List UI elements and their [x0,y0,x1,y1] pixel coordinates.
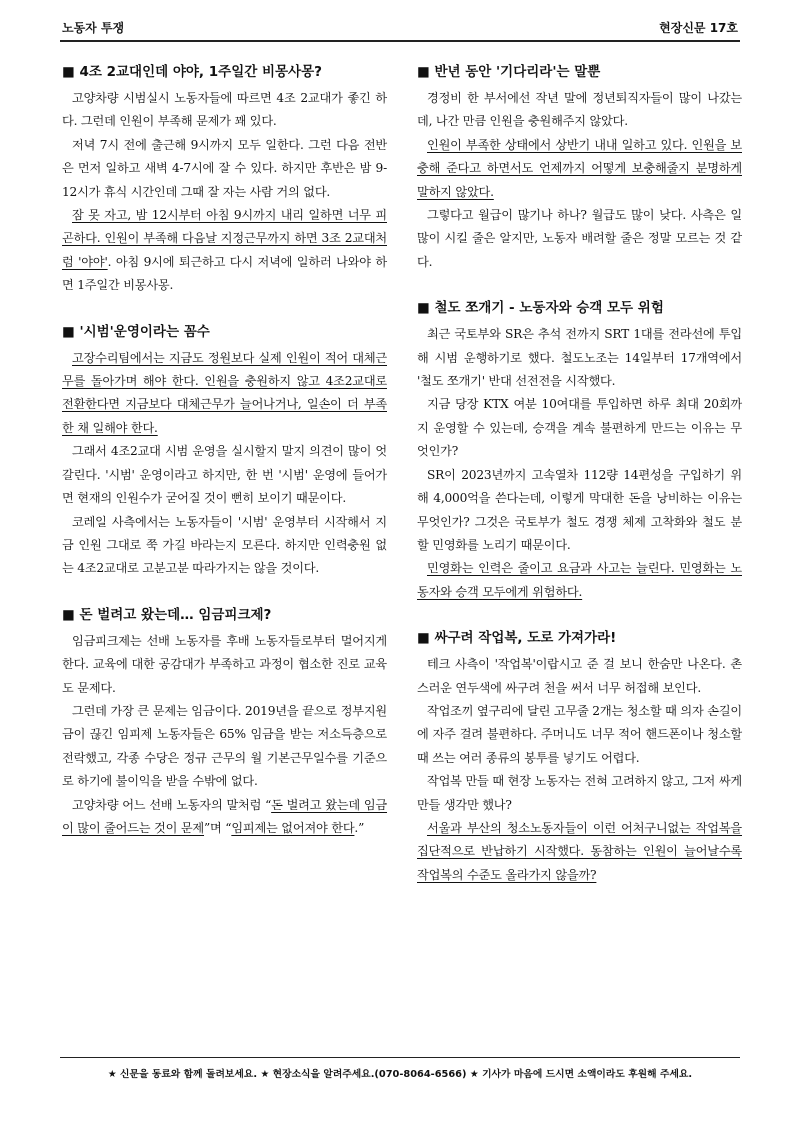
article-paragraph [417,204,742,274]
paragraph-text: 경정비 한 부서에선 작년 말에 정년퇴직자들이 많이 나갔는데, 나간 만큼 인원을 충원해주지 않았다. [417,91,742,129]
article-paragraph [417,557,742,604]
article-paragraph [417,87,742,134]
header-rule [60,40,740,42]
paragraph-text: . 아침 9시에 퇴근하고 다시 저녁에 일하러 나와야 하면 1주일간 비몽사몽. [62,254,387,293]
article [417,296,742,604]
paragraph-text: SR이 2023년까지 고속열차 112량 14편성을 구입하기 위해 4,000억을 쓴다는데, 이렇게 막대한 돈을 낭비하는 이유는 무엇인가? 그것은 국토부가 철도 경쟁 체제 고착화와 철도 분할 민영화를 노리기 때문이다. [417,467,742,552]
article-paragraph [62,511,387,581]
article-paragraph [417,393,742,463]
article-paragraph [417,770,742,817]
article-title: ■ 4조 2교대인데 야야, 1주일간 비몽사몽? [62,64,322,80]
article [62,60,387,298]
header-right: 현장신문 17호 [659,21,738,35]
paragraph-text: 고양차량 시범실시 노동자들에 따르면 4조 2교대가 좋긴 하다. 그런데 인원이 부족해 문제가 꽤 있다. [62,91,387,129]
paragraph-text: 저녁 7시 전에 출근해 9시까지 모두 일한다. 그런 다음 전반은 먼저 일하고 새벽 4-7시에 잘 수 있다. 하지만 후반은 밤 9-12시가 휴식 시간인데 그때 잘 자는 사람 거의 없다. [62,137,387,199]
article [417,626,742,887]
article [417,60,742,274]
article-title: ■ '시범'운영이라는 꼼수 [62,323,210,340]
article-paragraph [62,87,387,134]
article-paragraph [417,700,742,770]
underlined-text: 돈 벌려고 왔는데 임금이 많이 줄어드는 것이 문제 [62,797,388,835]
page-header [62,12,738,36]
underlined-text: 서울과 부산의 청소노동자들이 이런 어처구니없는 작업복을 집단적으로 반납하기 시작했다. 동참하는 인원이 늘어날수록 작업복의 수준도 올라가지 않을까? [417,820,742,882]
paragraph-text: 지금 당장 KTX 여분 10여대를 투입하면 하루 최대 20회까지 운영할 수 있는데, 승객을 계속 불편하게 만드는 이유는 무엇인가? [417,397,742,459]
article-paragraph [62,440,387,510]
article [62,320,387,581]
article-paragraph [62,794,387,841]
article-title: ■ 반년 동안 '기다리라'는 말뿐 [417,64,601,80]
article-paragraph [62,347,387,441]
article-paragraph [417,323,742,393]
article-title: ■ 돈 벌려고 왔는데… 임금피크제? [62,606,272,623]
left-column [62,60,387,862]
article-paragraph [417,653,742,700]
underlined-text: 인원이 부족한 상태에서 상반기 내내 일하고 있다. 인원을 보충해 준다고 하면서도 언제까지 어떻게 보충해줄지 분명하게 말하지 않았다. [417,137,742,199]
article-paragraph [62,630,387,700]
article-title: ■ 싸구려 작업복, 도로 가져가라! [417,630,617,647]
paragraph-text: ”며 “ [204,820,232,835]
paragraph-text: 그래서 4조2교대 시범 운영을 실시할지 말지 의견이 많이 엇갈린다. '시범' 운영이라고 하지만, 한 번 '시범' 운영에 들어가면 현재의 인원수가 굳어질 것이 뻔히 보이기 때문이다. [62,444,387,506]
header-left: 노동자 투쟁 [62,21,125,35]
paragraph-text: 작업조끼 옆구리에 달린 고무줄 2개는 청소할 때 의자 손길이에 자주 걸려 불편하다. 주머니도 너무 적어 핸드폰이나 청소할 때 쓰는 여러 종류의 봉투를 넣기도 어렵다. [417,703,742,765]
paragraph-text: 그렇다고 월급이 많기나 하나? 월급도 많이 낮다. 사측은 일 많이 시킬 줄은 알지만, 노동자 배려할 줄은 정말 모르는 것 같다. [417,208,742,269]
footer: ★ 신문을 동료와 함께 돌려보세요. ★ 현장소식을 알려주세요.(070-8064-6566) ★ 기사가 마음에 드시면 소액이라도 후원해 주세요. [107,1069,693,1080]
underlined-text: 고장수리팀에서는 지금도 정원보다 실제 인원이 적어 대체근무를 돌아가며 해야 한다. 인원을 충원하지 않고 4조2교대로 전환한다면 지금보다 대체근무가 늘어나거나, 일손이 더 부족한 채 일해야 한다. [62,350,387,435]
footer-rule [60,1057,740,1058]
paragraph-text: 임금피크제는 선배 노동자를 후배 노동자들로부터 멀어지게 한다. 교육에 대한 공감대가 부족하고 과정이 협소한 진로 교육도 문제다. [62,633,387,695]
article-title: ■ 철도 쪼개기 - 노동자와 승객 모두 위험 [417,300,664,317]
paragraph-text: 테크 사측이 '작업복'이랍시고 준 걸 보니 한숨만 나온다. 촌스러운 연두색에 싸구려 천을 써서 너무 허접해 보인다. [417,657,742,695]
article-paragraph [417,134,742,204]
right-column [417,60,742,909]
paragraph-text: 최근 국토부와 SR은 추석 전까지 SRT 1대를 전라선에 투입해 시범 운행하기로 했다. 철도노조는 14일부터 17개역에서 '철도 쪼개기' 반대 선전전을 시작했다. [417,327,742,389]
paragraph-text: 그런데 가장 큰 문제는 임금이다. 2019년을 끝으로 정부지원금이 끊긴 임피제 노동자들은 65% 임금을 받는 저소득층으로 전락했고, 각종 수당은 정규 근무의 월 기본근무일수를 기준으로 하기에 불이익을 받을 수밖에 없다. [62,703,387,789]
paragraph-text: 작업복 만들 때 현장 노동자는 전혀 고려하지 않고, 그저 싸게 만들 생각만 했나? [417,774,742,812]
article [62,603,387,841]
article-paragraph [62,700,387,794]
paragraph-text: 코레일 사측에서는 노동자들이 '시범' 운영부터 시작해서 지금 인원 그대로 쭉 가길 바라는지 모른다. 하지만 인력충원 없는 4조2교대로 고분고분 따라가지는 않을 것이다. [62,514,387,576]
underlined-text: 잠 못 자고, 밤 12시부터 아침 9시까지 내리 일하면 너무 피곤하다. 인원이 부족해 다음날 지정근무까지 하면 3조 2교대처럼 '야야' [62,208,387,269]
underlined-text: 민영화는 인력은 줄이고 요금과 사고는 늘린다. 민영화는 노동자와 승객 모두에게 위험하다. [417,561,742,599]
article-paragraph [62,204,387,298]
article-paragraph [417,817,742,887]
article-paragraph [417,464,742,558]
paragraph-text: 고양차량 어느 선배 노동자의 말처럼 “ [72,797,272,812]
paragraph-text: .” [354,820,365,835]
underlined-text: 임피제는 없어져야 한다 [231,820,355,835]
article-paragraph [62,134,387,204]
